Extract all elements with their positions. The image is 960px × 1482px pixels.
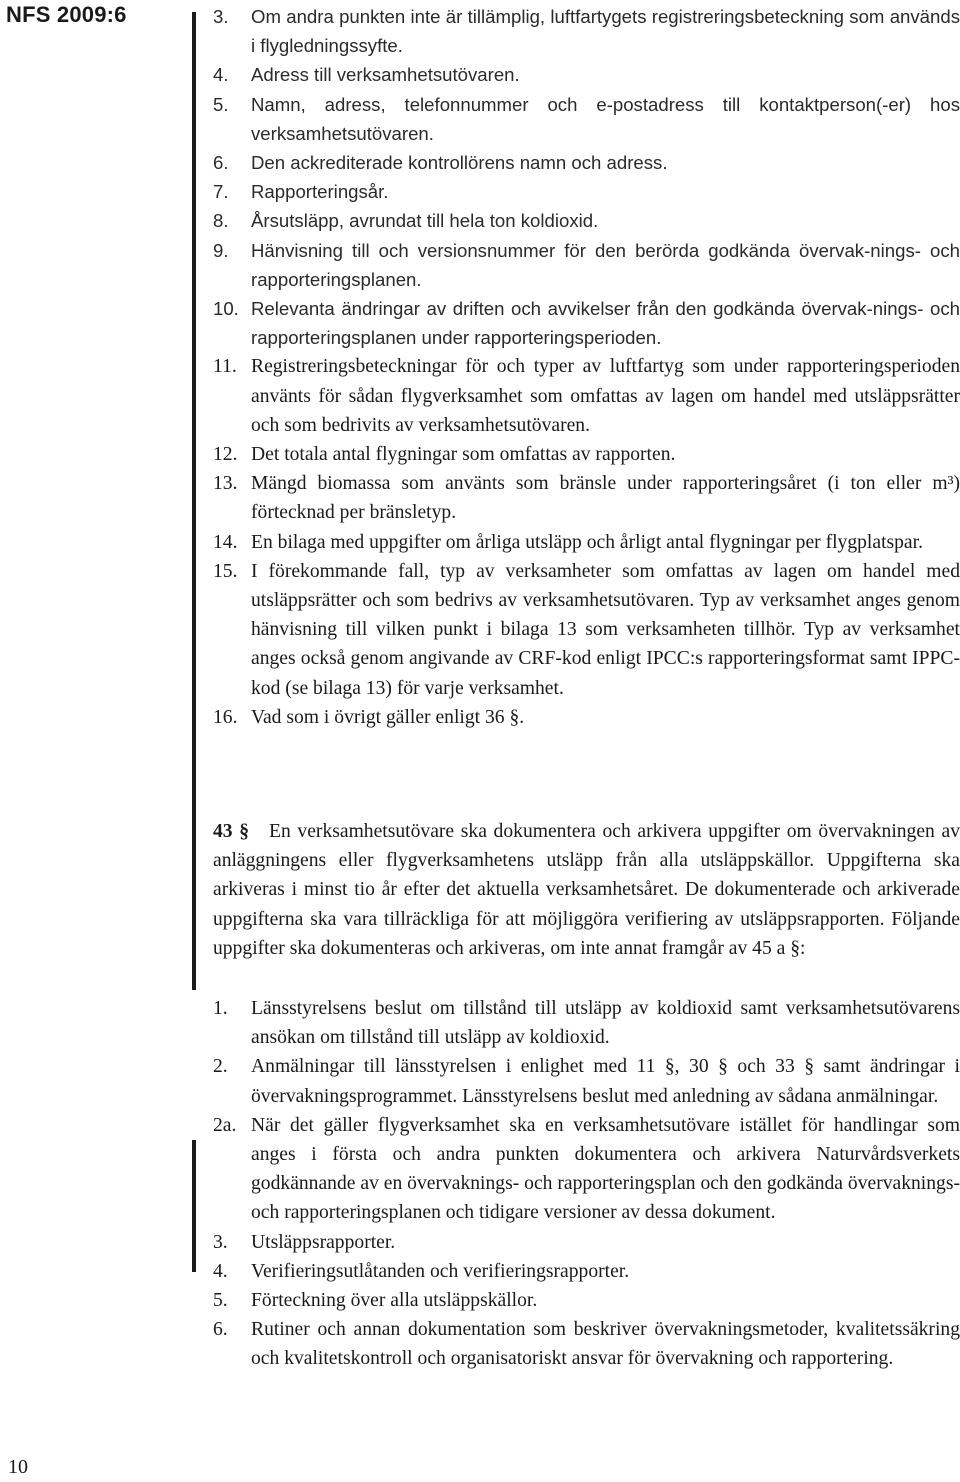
list-item-text: Utsläppsrapporter. xyxy=(251,1231,396,1253)
list-item xyxy=(213,1257,960,1286)
list-item-text: Hänvisning till och versionsnummer för den berörda godkända övervak-nings- och rapporteringsplanen. xyxy=(251,239,960,290)
list-item xyxy=(213,703,960,732)
list-item-number: 14. xyxy=(213,531,238,553)
list-item-text: Verifieringsutlåtanden och verifieringsrapporter. xyxy=(251,1260,630,1282)
list-item xyxy=(213,1052,960,1110)
list-item-number: 4. xyxy=(213,1260,228,1282)
list-item xyxy=(213,1315,960,1373)
list-item xyxy=(213,90,960,148)
section-43-paragraph xyxy=(213,817,960,963)
list-item-number: 1. xyxy=(213,998,228,1019)
list-item-text: Rutiner och annan dokumentation som beskriver övervakningsmetoder, kvalitetssäkring och kvalitetskontroll och organisatoriskt ansvar för övervakning och rapportering. xyxy=(251,1319,960,1370)
section-number: 43 § xyxy=(213,821,250,842)
list-item xyxy=(213,994,960,1052)
list-item xyxy=(213,177,960,206)
list-item xyxy=(213,294,960,352)
list-item xyxy=(213,528,960,557)
page-number: 10 xyxy=(8,1456,28,1478)
list-item-number: 7. xyxy=(213,181,229,203)
list-item-text: En bilaga med uppgifter om årliga utsläpp och årligt antal flygningar per flygplatspar. xyxy=(251,531,923,553)
list-item xyxy=(213,236,960,294)
list-item-number: 4. xyxy=(213,64,229,86)
list-item-number: 13. xyxy=(213,473,238,495)
list-item-number: 8. xyxy=(213,210,229,232)
list-item-text: Vad som i övrigt gäller enligt 36 §. xyxy=(251,706,525,728)
list-item-text: Relevanta ändringar av driften och avvikelser från den godkända övervak-nings- och rapporteringsplanen under rapporteringsperioden. xyxy=(251,298,960,349)
list-item-text: Namn, adress, telefonnummer och e-postadress till kontaktperson(-er) hos verksamhetsutövaren. xyxy=(251,93,960,144)
list-item-text: Årsutsläpp, avrundat till hela ton koldioxid. xyxy=(251,210,599,232)
list-item-text: När det gäller flygverksamhet ska en verksamhetsutövare istället för handlingar som anges i första och andra punkten dokumentera och arkivera Naturvårdsverkets godkännande av en övervaknings- och rapporteringsplan och den godkända övervaknings- och rapporteringsplanen och tidigare versioner av dessa dokument. xyxy=(251,1114,960,1224)
list-item xyxy=(213,440,960,469)
documentation-items-list xyxy=(213,994,960,1374)
list-item-number: 5. xyxy=(213,93,229,115)
reporting-items-list xyxy=(213,2,960,732)
list-item xyxy=(213,2,960,60)
list-item-text: Adress till verksamhetsutövaren. xyxy=(251,64,520,86)
list-item-number: 15. xyxy=(213,560,238,582)
list-item-number: 5. xyxy=(213,1290,228,1312)
list-item xyxy=(213,60,960,89)
list-item-text: Den ackrediterade kontrollörens namn och adress. xyxy=(251,152,668,174)
list-item-number: 11. xyxy=(213,356,237,378)
list-item-text: Registreringsbeteckningar för och typer av luftfartyg som under rapporteringsperioden använts för sådan flygverksamhet som omfattas av lagen om handel med utsläppsrätter och som bedrivits av verksamhetsutövaren. xyxy=(251,356,960,436)
list-item xyxy=(213,352,960,440)
list-item-text: Det totala antal flygningar som omfattas av rapporten. xyxy=(251,444,676,466)
change-bar xyxy=(192,12,196,990)
document-code: NFS 2009:6 xyxy=(6,2,127,27)
list-item-text: Om andra punkten inte är tillämplig, luftfartygets registreringsbeteckning som används i flygledningssyfte. xyxy=(251,6,960,57)
list-item-number: 6. xyxy=(213,152,229,174)
list-item xyxy=(213,1228,960,1257)
list-item xyxy=(213,148,960,177)
list-item xyxy=(213,557,960,703)
list-item-text: Förteckning över alla utsläppskällor. xyxy=(251,1290,538,1312)
list-item-text: Anmälningar till länsstyrelsen i enlighet med 11 §, 30 § och 33 § samt ändringar i övervakningsprogrammet. Länsstyrelsens beslut med anledning av sådana anmälningar. xyxy=(251,1056,960,1107)
list-item xyxy=(213,206,960,235)
list-item-number: 2a. xyxy=(213,1114,237,1136)
list-item xyxy=(213,469,960,527)
list-item xyxy=(213,1286,960,1315)
list-item-text: Länsstyrelsens beslut om tillstånd till utsläpp av koldioxid samt verksamhetsutövarens ansökan om tillstånd till utsläpp av koldioxid. xyxy=(251,998,960,1049)
change-bar xyxy=(192,1140,196,1272)
list-item-number: 12. xyxy=(213,444,238,466)
list-item-number: 3. xyxy=(213,6,229,27)
list-item-number: 16. xyxy=(213,706,238,728)
section-text: En verksamhetsutövare ska dokumentera och arkivera uppgifter om övervakningen av anläggningens eller flygverksamhetens utsläpp från alla utsläppskällor. Uppgifterna ska arkiveras i minst tio år efter det aktuella verksamhetsåret. De dokumenterade och arkiverade uppgifterna ska vara tillräckliga för att möjliggöra verifiering av utsläppsrapporten. Följande uppgifter ska dokumenteras och arkiveras, om inte annat framgår av 45 a §: xyxy=(213,821,960,959)
list-item-number: 9. xyxy=(213,239,229,261)
list-item-text: I förekommande fall, typ av verksamheter som omfattas av lagen om handel med utsläppsrätter och som bedrivs av verksamhetsutövaren. Typ av verksamhet anges genom hänvisning till vilken punkt i bilaga 13 som verksamheten tillhör. Typ av verksamhet anges också genom angivande av CRF-kod enligt IPCC:s rapporteringsformat samt IPPC-kod (se bilaga 13) för varje verksamhet. xyxy=(251,560,960,699)
list-item-text: Rapporteringsår. xyxy=(251,181,389,203)
list-item-text: Mängd biomassa som använts som bränsle under rapporteringsåret (i ton eller m³) förtecknad per bränsletyp. xyxy=(251,473,960,524)
list-item-number: 6. xyxy=(213,1319,228,1341)
list-item-number: 10. xyxy=(213,298,239,320)
list-item-number: 2. xyxy=(213,1056,228,1078)
list-item xyxy=(213,1111,960,1228)
list-item-number: 3. xyxy=(213,1231,228,1253)
